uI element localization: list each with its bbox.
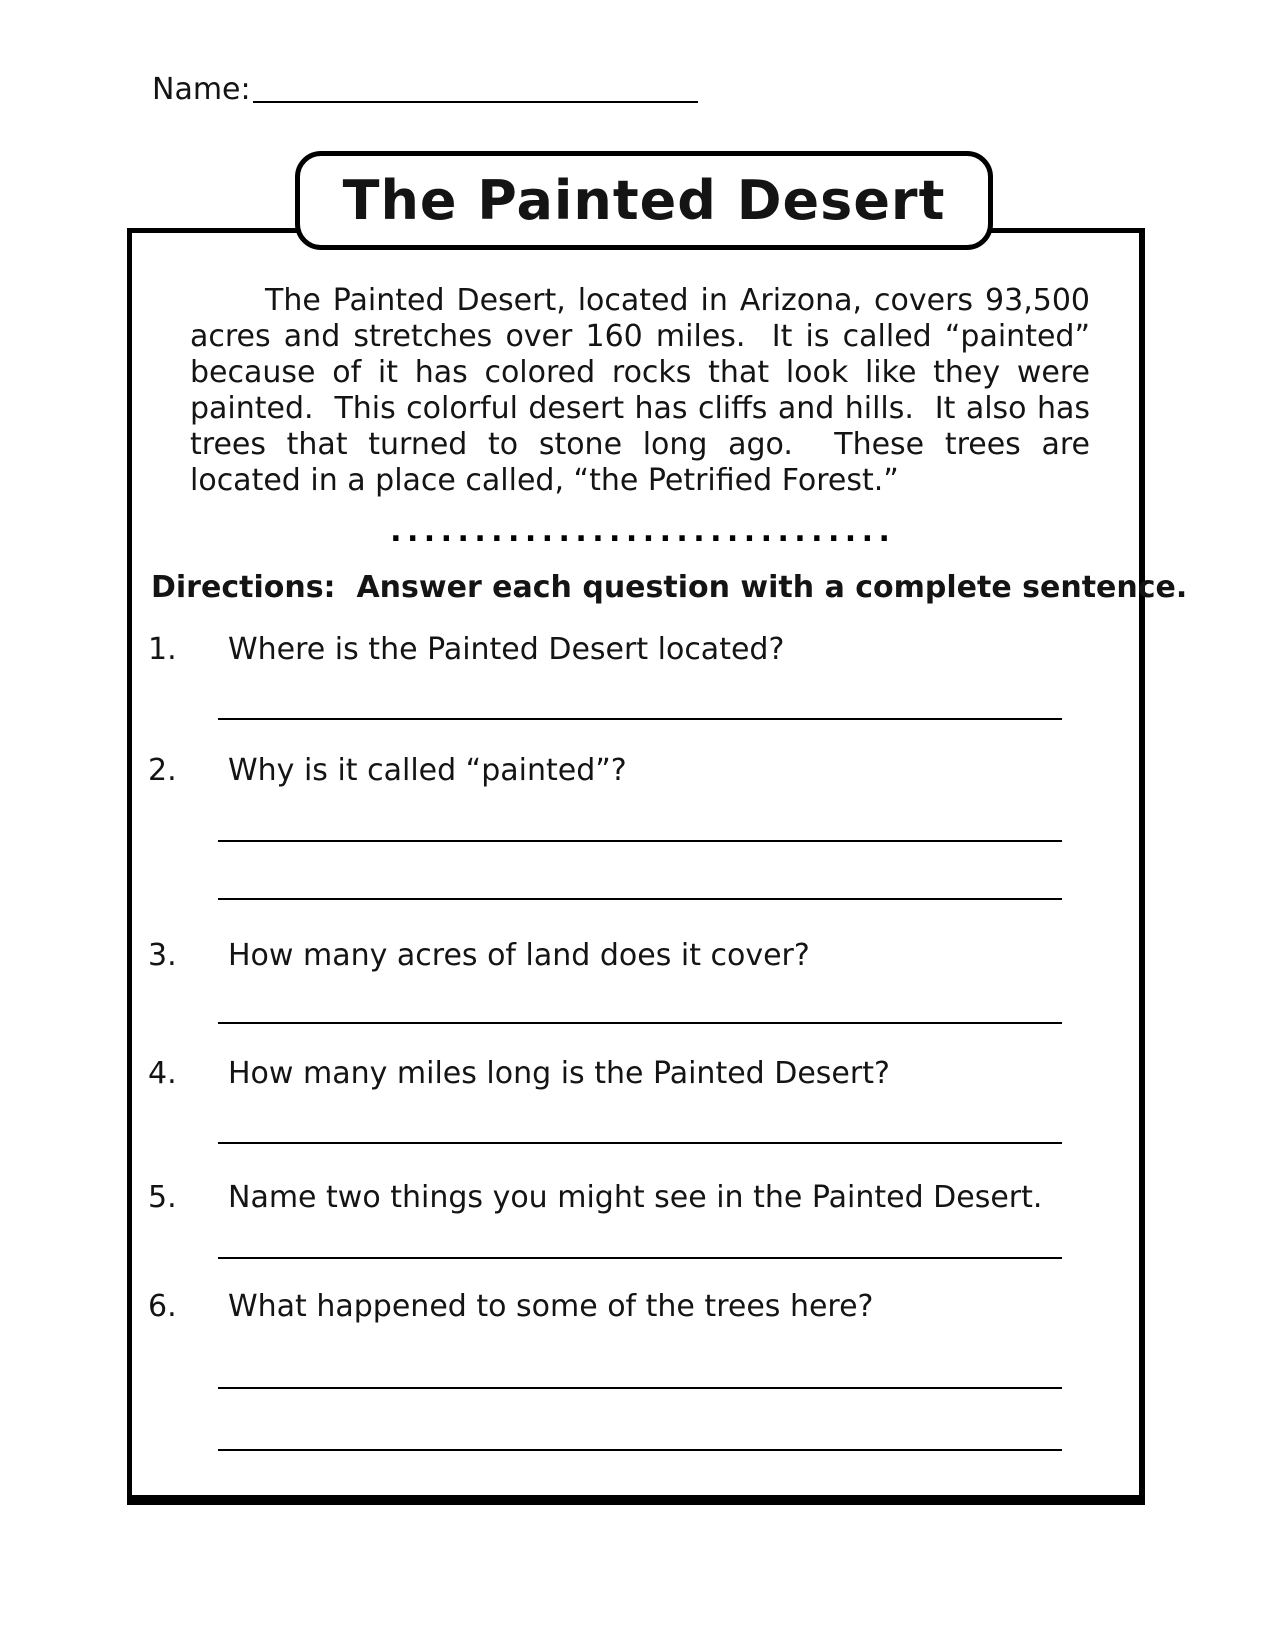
question-number: 6. bbox=[148, 1289, 177, 1324]
question-row-1 bbox=[148, 632, 784, 667]
reading-passage: The Painted Desert, located in Arizona, covers 93,500 acres and stretches over 160 miles. It is called “painted” because of it has colored rocks that look like they were painted. This colorful desert has cliffs and hills. It also has trees that turned to stone long ago. These trees are located in a place called, “the Petrified Forest.” bbox=[190, 283, 1100, 498]
question-number: 5. bbox=[148, 1180, 177, 1215]
name-blank-line[interactable] bbox=[253, 101, 698, 103]
question-text: Where is the Painted Desert located? bbox=[228, 632, 785, 667]
answer-line-q6-2[interactable] bbox=[218, 1449, 1062, 1451]
answer-line-q6-1[interactable] bbox=[218, 1387, 1062, 1389]
question-text: How many acres of land does it cover? bbox=[228, 938, 810, 973]
worksheet-title: The Painted Desert bbox=[342, 169, 946, 232]
question-row-5 bbox=[148, 1180, 1042, 1215]
answer-line-q2-1[interactable] bbox=[218, 840, 1062, 842]
dotted-separator: . . . . . . . . . . . . . . . . . . . . . . . . . . . . . . bbox=[390, 514, 890, 549]
question-text: What happened to some of the trees here? bbox=[228, 1289, 874, 1324]
answer-line-q2-2[interactable] bbox=[218, 898, 1062, 900]
answer-line-q5[interactable] bbox=[218, 1257, 1062, 1259]
question-row-6 bbox=[148, 1289, 873, 1324]
question-text: Why is it called “painted”? bbox=[228, 753, 627, 788]
question-number: 3. bbox=[148, 938, 177, 973]
name-label: Name: bbox=[152, 72, 251, 107]
question-row-3 bbox=[148, 938, 810, 973]
directions-text: Directions: Answer each question with a complete sentence. bbox=[151, 570, 1188, 605]
question-number: 1. bbox=[148, 632, 177, 667]
answer-line-q1[interactable] bbox=[218, 718, 1062, 720]
answer-line-q3[interactable] bbox=[218, 1022, 1062, 1024]
title-box bbox=[295, 151, 993, 250]
question-number: 4. bbox=[148, 1056, 177, 1091]
answer-line-q4[interactable] bbox=[218, 1142, 1062, 1144]
question-row-4 bbox=[148, 1056, 890, 1091]
question-text: Name two things you might see in the Painted Desert. bbox=[228, 1180, 1043, 1215]
question-row-2 bbox=[148, 753, 627, 788]
question-number: 2. bbox=[148, 753, 177, 788]
question-text: How many miles long is the Painted Desert? bbox=[228, 1056, 890, 1091]
